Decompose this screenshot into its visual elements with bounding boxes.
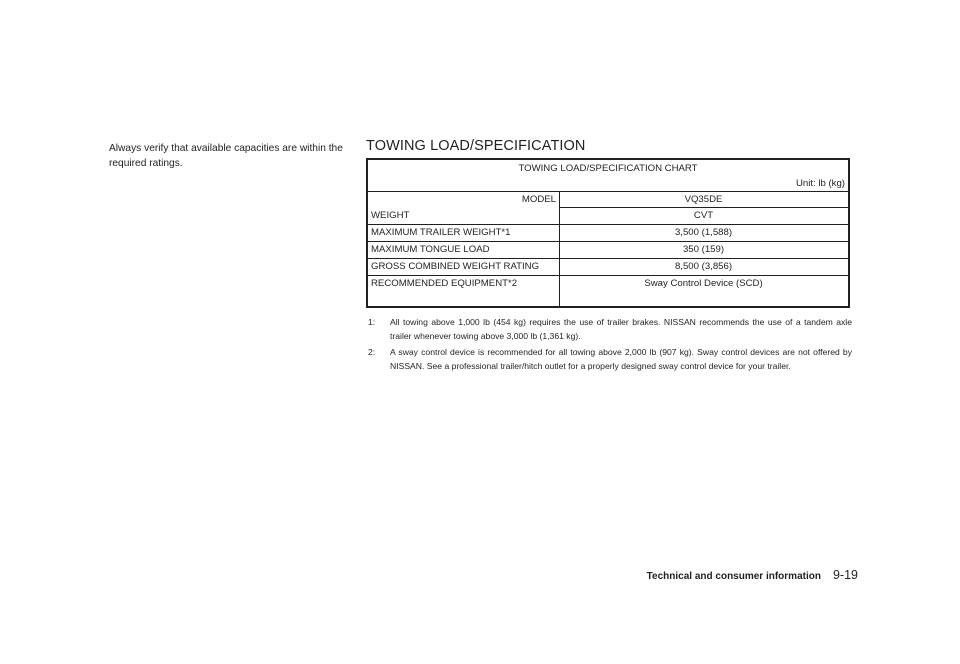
row-label-gcwr: GROSS COMBINED WEIGHT RATING — [371, 261, 540, 272]
table-divider — [368, 241, 848, 242]
unit-label: Unit: lb (kg) — [795, 178, 845, 189]
page-footer — [647, 568, 858, 582]
footnotes — [368, 316, 852, 376]
table-divider — [368, 224, 848, 225]
towing-spec-table — [366, 158, 850, 308]
table-divider — [368, 191, 848, 192]
row-value-max-trailer-weight: 3,500 (1,588) — [674, 227, 733, 238]
table-divider — [368, 275, 848, 276]
model-label: MODEL — [521, 194, 556, 205]
weight-value: CVT — [693, 210, 714, 221]
row-value-recommended-equipment: Sway Control Device (SCD) — [644, 278, 763, 289]
table-title: TOWING LOAD/SPECIFICATION CHART — [518, 163, 698, 174]
page-number: 9-19 — [832, 568, 858, 582]
row-label-max-tongue-load: MAXIMUM TONGUE LOAD — [371, 244, 490, 255]
left-paragraph: Always verify that available capacities are within the required ratings. — [109, 143, 343, 169]
table-divider — [368, 258, 848, 259]
weight-label: WEIGHT — [371, 210, 410, 221]
footnote — [368, 346, 852, 373]
footnote — [368, 316, 852, 343]
footnote-number: 2: — [368, 347, 376, 357]
row-value-max-tongue-load: 350 (159) — [682, 244, 725, 255]
row-value-gcwr: 8,500 (3,856) — [674, 261, 733, 272]
row-label-recommended-equipment: RECOMMENDED EQUIPMENT*2 — [371, 278, 518, 289]
footer-section-title: Technical and consumer information — [646, 571, 821, 582]
footnote-number: 1: — [368, 317, 376, 327]
row-label-max-trailer-weight: MAXIMUM TRAILER WEIGHT*1 — [371, 227, 511, 238]
model-value: VQ35DE — [684, 194, 723, 205]
footnote-text: All towing above 1,000 lb (454 kg) requires the use of trailer brakes. NISSAN recommends the use of a tandem axle trailer whenever towing above 3,000 lb (1,361 kg). — [390, 317, 852, 341]
section-title: TOWING LOAD/SPECIFICATION — [366, 138, 586, 154]
footnote-text: A sway control device is recommended for all towing above 2,000 lb (907 kg). Sway control devices are not offered by NISSAN. See a professional trailer/hitch outlet for a properly designed sway control device for your trailer. — [390, 347, 852, 371]
table-divider — [559, 207, 848, 208]
